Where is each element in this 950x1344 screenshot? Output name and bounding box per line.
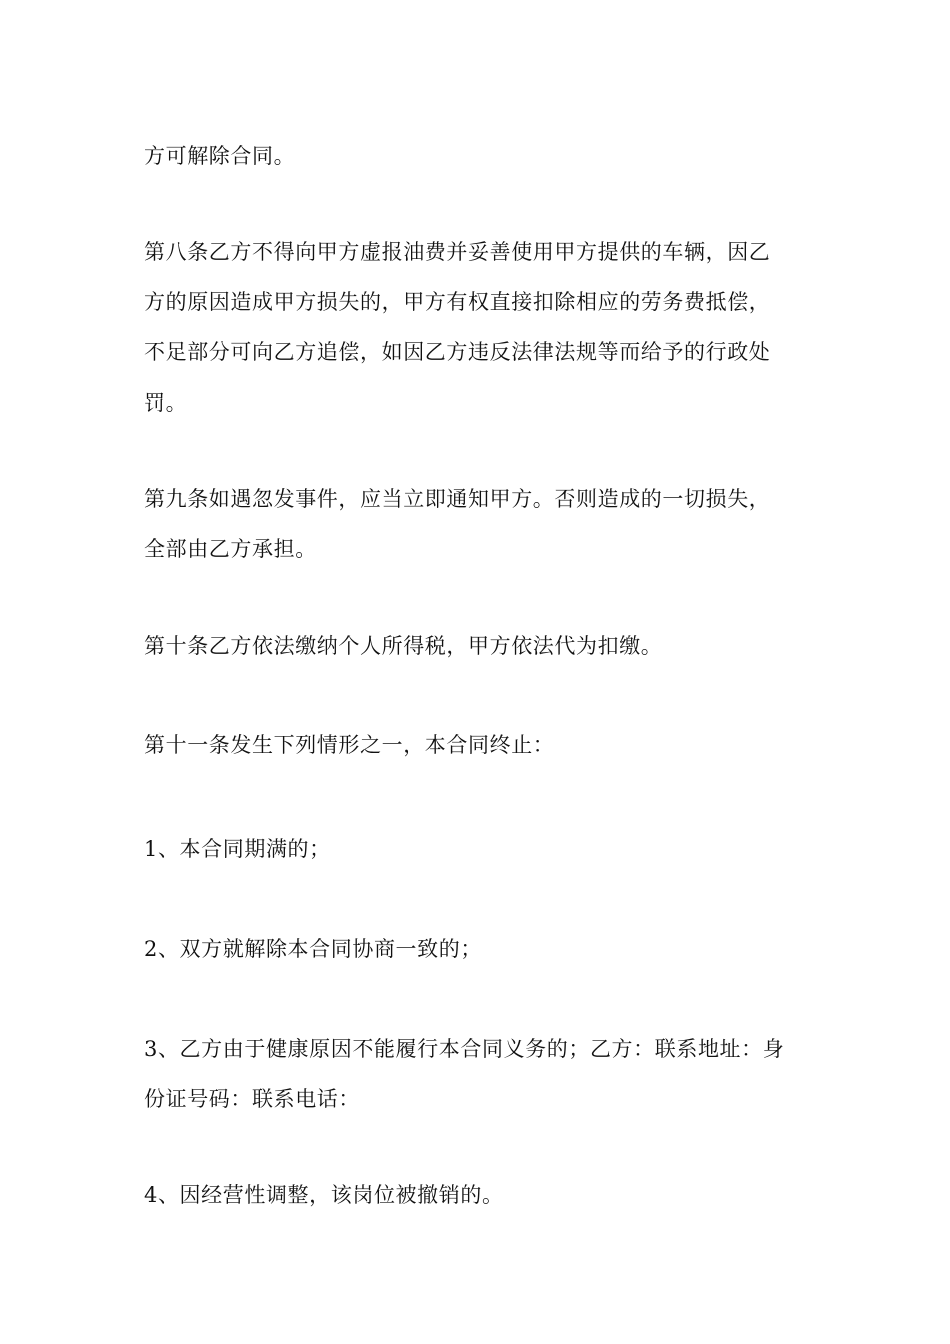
list-item-3-line-1: 3、乙方由于健康原因不能履行本合同义务的；乙方：联系地址：身 — [144, 1037, 785, 1061]
list-item-3-line-2: 份证号码：联系电话： — [144, 1087, 360, 1111]
paragraph-continuation: 方可解除合同。 — [144, 144, 296, 168]
list-item-4: 4、因经营性调整，该岗位被撤销的。 — [144, 1183, 504, 1207]
article-8-line-2: 方的原因造成甲方损失的，甲方有权直接扣除相应的劳务费抵偿， — [144, 290, 771, 314]
article-8-line-1: 第八条乙方不得向甲方虚报油费并妥善使用甲方提供的车辆，因乙 — [144, 240, 771, 264]
article-9-line-2: 全部由乙方承担。 — [144, 537, 317, 561]
article-8-line-4: 罚。 — [144, 391, 188, 415]
article-11-line-1: 第十一条发生下列情形之一，本合同终止： — [144, 733, 555, 757]
list-item-2: 2、双方就解除本合同协商一致的； — [144, 937, 482, 961]
article-10-line-1: 第十条乙方依法缴纳个人所得税，甲方依法代为扣缴。 — [144, 634, 663, 658]
article-8-line-3: 不足部分可向乙方追偿，如因乙方违反法律法规等而给予的行政处 — [144, 340, 771, 364]
article-9-line-1: 第九条如遇忽发事件，应当立即通知甲方。否则造成的一切损失， — [144, 487, 771, 511]
list-item-1: 1、本合同期满的； — [144, 837, 331, 861]
